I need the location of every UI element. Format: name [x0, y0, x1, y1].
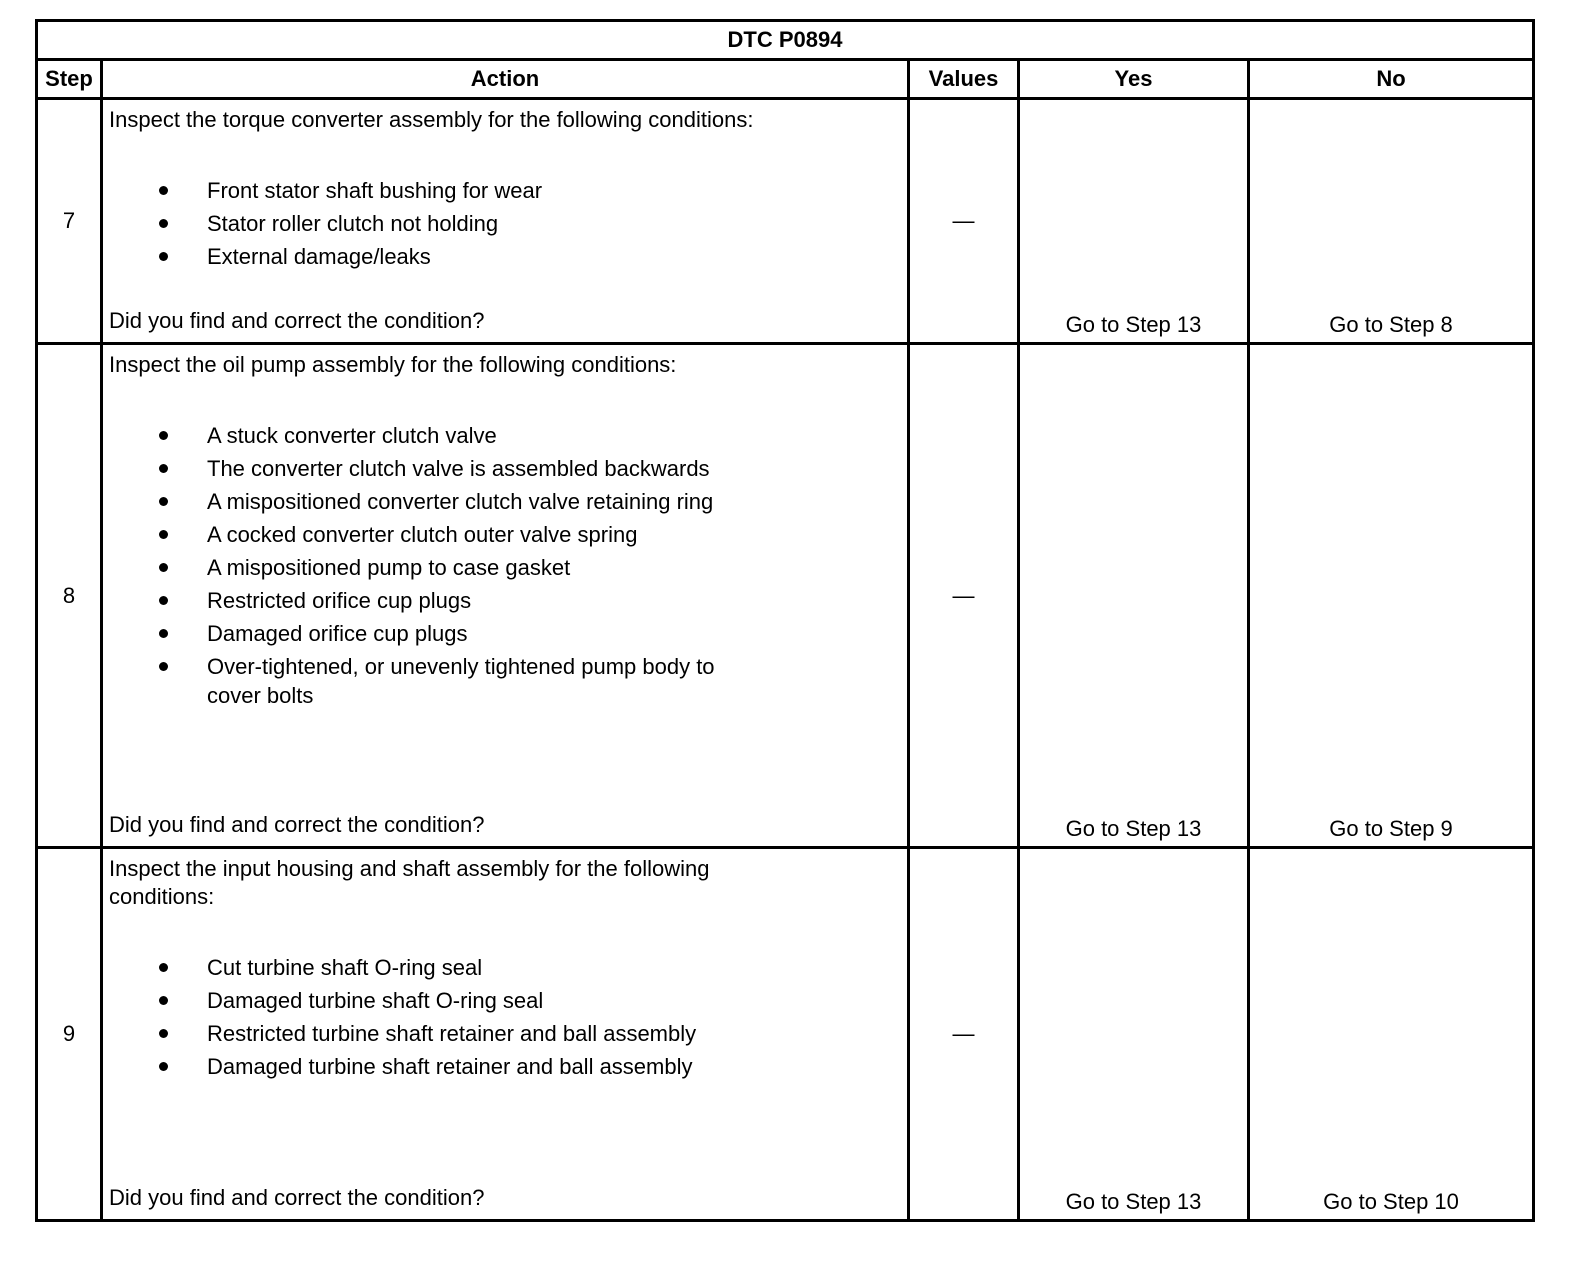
- condition-list: [109, 421, 901, 710]
- action-cell: [102, 344, 909, 848]
- bullet-icon: [159, 219, 168, 228]
- bullet-icon: [159, 252, 168, 261]
- bullet-icon: [159, 996, 168, 1005]
- no-cell: Go to Step 10: [1249, 848, 1534, 1221]
- list-item: Restricted orifice cup plugs: [109, 586, 901, 615]
- action-question: Did you find and correct the condition?: [109, 1185, 485, 1210]
- action-intro: Inspect the input housing and shaft assembly for the following conditions:: [109, 856, 710, 909]
- values-text: —: [952, 208, 975, 233]
- list-item: Stator roller clutch not holding: [109, 209, 901, 238]
- bullet-icon: [159, 431, 168, 440]
- list-item: External damage/leaks: [109, 242, 901, 271]
- list-item: Restricted turbine shaft retainer and ball assembly: [109, 1019, 901, 1048]
- table-row-step-9: [37, 848, 1534, 1221]
- bullet-icon: [159, 662, 168, 671]
- header-values: Values: [909, 60, 1019, 99]
- bullet-icon: [159, 1029, 168, 1038]
- bullet-icon: [159, 963, 168, 972]
- step-number: 8: [37, 344, 102, 848]
- action-intro: Inspect the oil pump assembly for the following conditions:: [109, 352, 677, 377]
- action-cell: [102, 99, 909, 344]
- list-item: Damaged orifice cup plugs: [109, 619, 901, 648]
- table-row-step-7: [37, 99, 1534, 344]
- bullet-icon: [159, 1062, 168, 1071]
- values-cell: [909, 344, 1019, 848]
- bullet-icon: [159, 596, 168, 605]
- values-cell: [909, 848, 1019, 1221]
- no-cell: Go to Step 9: [1249, 344, 1534, 848]
- header-no: No: [1249, 60, 1534, 99]
- list-item: Over-tightened, or unevenly tightened pump body to cover bolts: [109, 652, 767, 710]
- condition-list: [109, 176, 901, 271]
- bullet-icon: [159, 530, 168, 539]
- bullet-icon: [159, 186, 168, 195]
- list-item: Front stator shaft bushing for wear: [109, 176, 901, 205]
- dtc-table: [35, 19, 1535, 1222]
- list-item: A mispositioned converter clutch valve retaining ring: [109, 487, 901, 516]
- list-item: A stuck converter clutch valve: [109, 421, 901, 450]
- step-number: 7: [37, 99, 102, 344]
- action-cell: [102, 848, 909, 1221]
- condition-list: [109, 953, 901, 1081]
- bullet-icon: [159, 563, 168, 572]
- list-item: Damaged turbine shaft O-ring seal: [109, 986, 901, 1015]
- bullet-icon: [159, 464, 168, 473]
- yes-cell: Go to Step 13: [1019, 344, 1249, 848]
- yes-cell: Go to Step 13: [1019, 99, 1249, 344]
- list-item: The converter clutch valve is assembled backwards: [109, 454, 901, 483]
- table-title: DTC P0894: [37, 21, 1534, 60]
- action-intro: Inspect the torque converter assembly for the following conditions:: [109, 107, 754, 132]
- header-yes: Yes: [1019, 60, 1249, 99]
- values-text: —: [952, 582, 975, 608]
- action-question: Did you find and correct the condition?: [109, 308, 485, 333]
- list-item: A mispositioned pump to case gasket: [109, 553, 901, 582]
- table-row-step-8: [37, 344, 1534, 848]
- no-cell: Go to Step 8: [1249, 99, 1534, 344]
- header-action: Action: [102, 60, 909, 99]
- header-row: [37, 60, 1534, 99]
- yes-cell: Go to Step 13: [1019, 848, 1249, 1221]
- list-item: Damaged turbine shaft retainer and ball assembly: [109, 1052, 901, 1081]
- bullet-icon: [159, 497, 168, 506]
- values-text: —: [952, 1021, 975, 1046]
- action-question: Did you find and correct the condition?: [109, 812, 485, 837]
- list-item: A cocked converter clutch outer valve spring: [109, 520, 901, 549]
- header-step: Step: [37, 60, 102, 99]
- step-number: 9: [37, 848, 102, 1221]
- list-item: Cut turbine shaft O-ring seal: [109, 953, 901, 982]
- bullet-icon: [159, 629, 168, 638]
- values-cell: [909, 99, 1019, 344]
